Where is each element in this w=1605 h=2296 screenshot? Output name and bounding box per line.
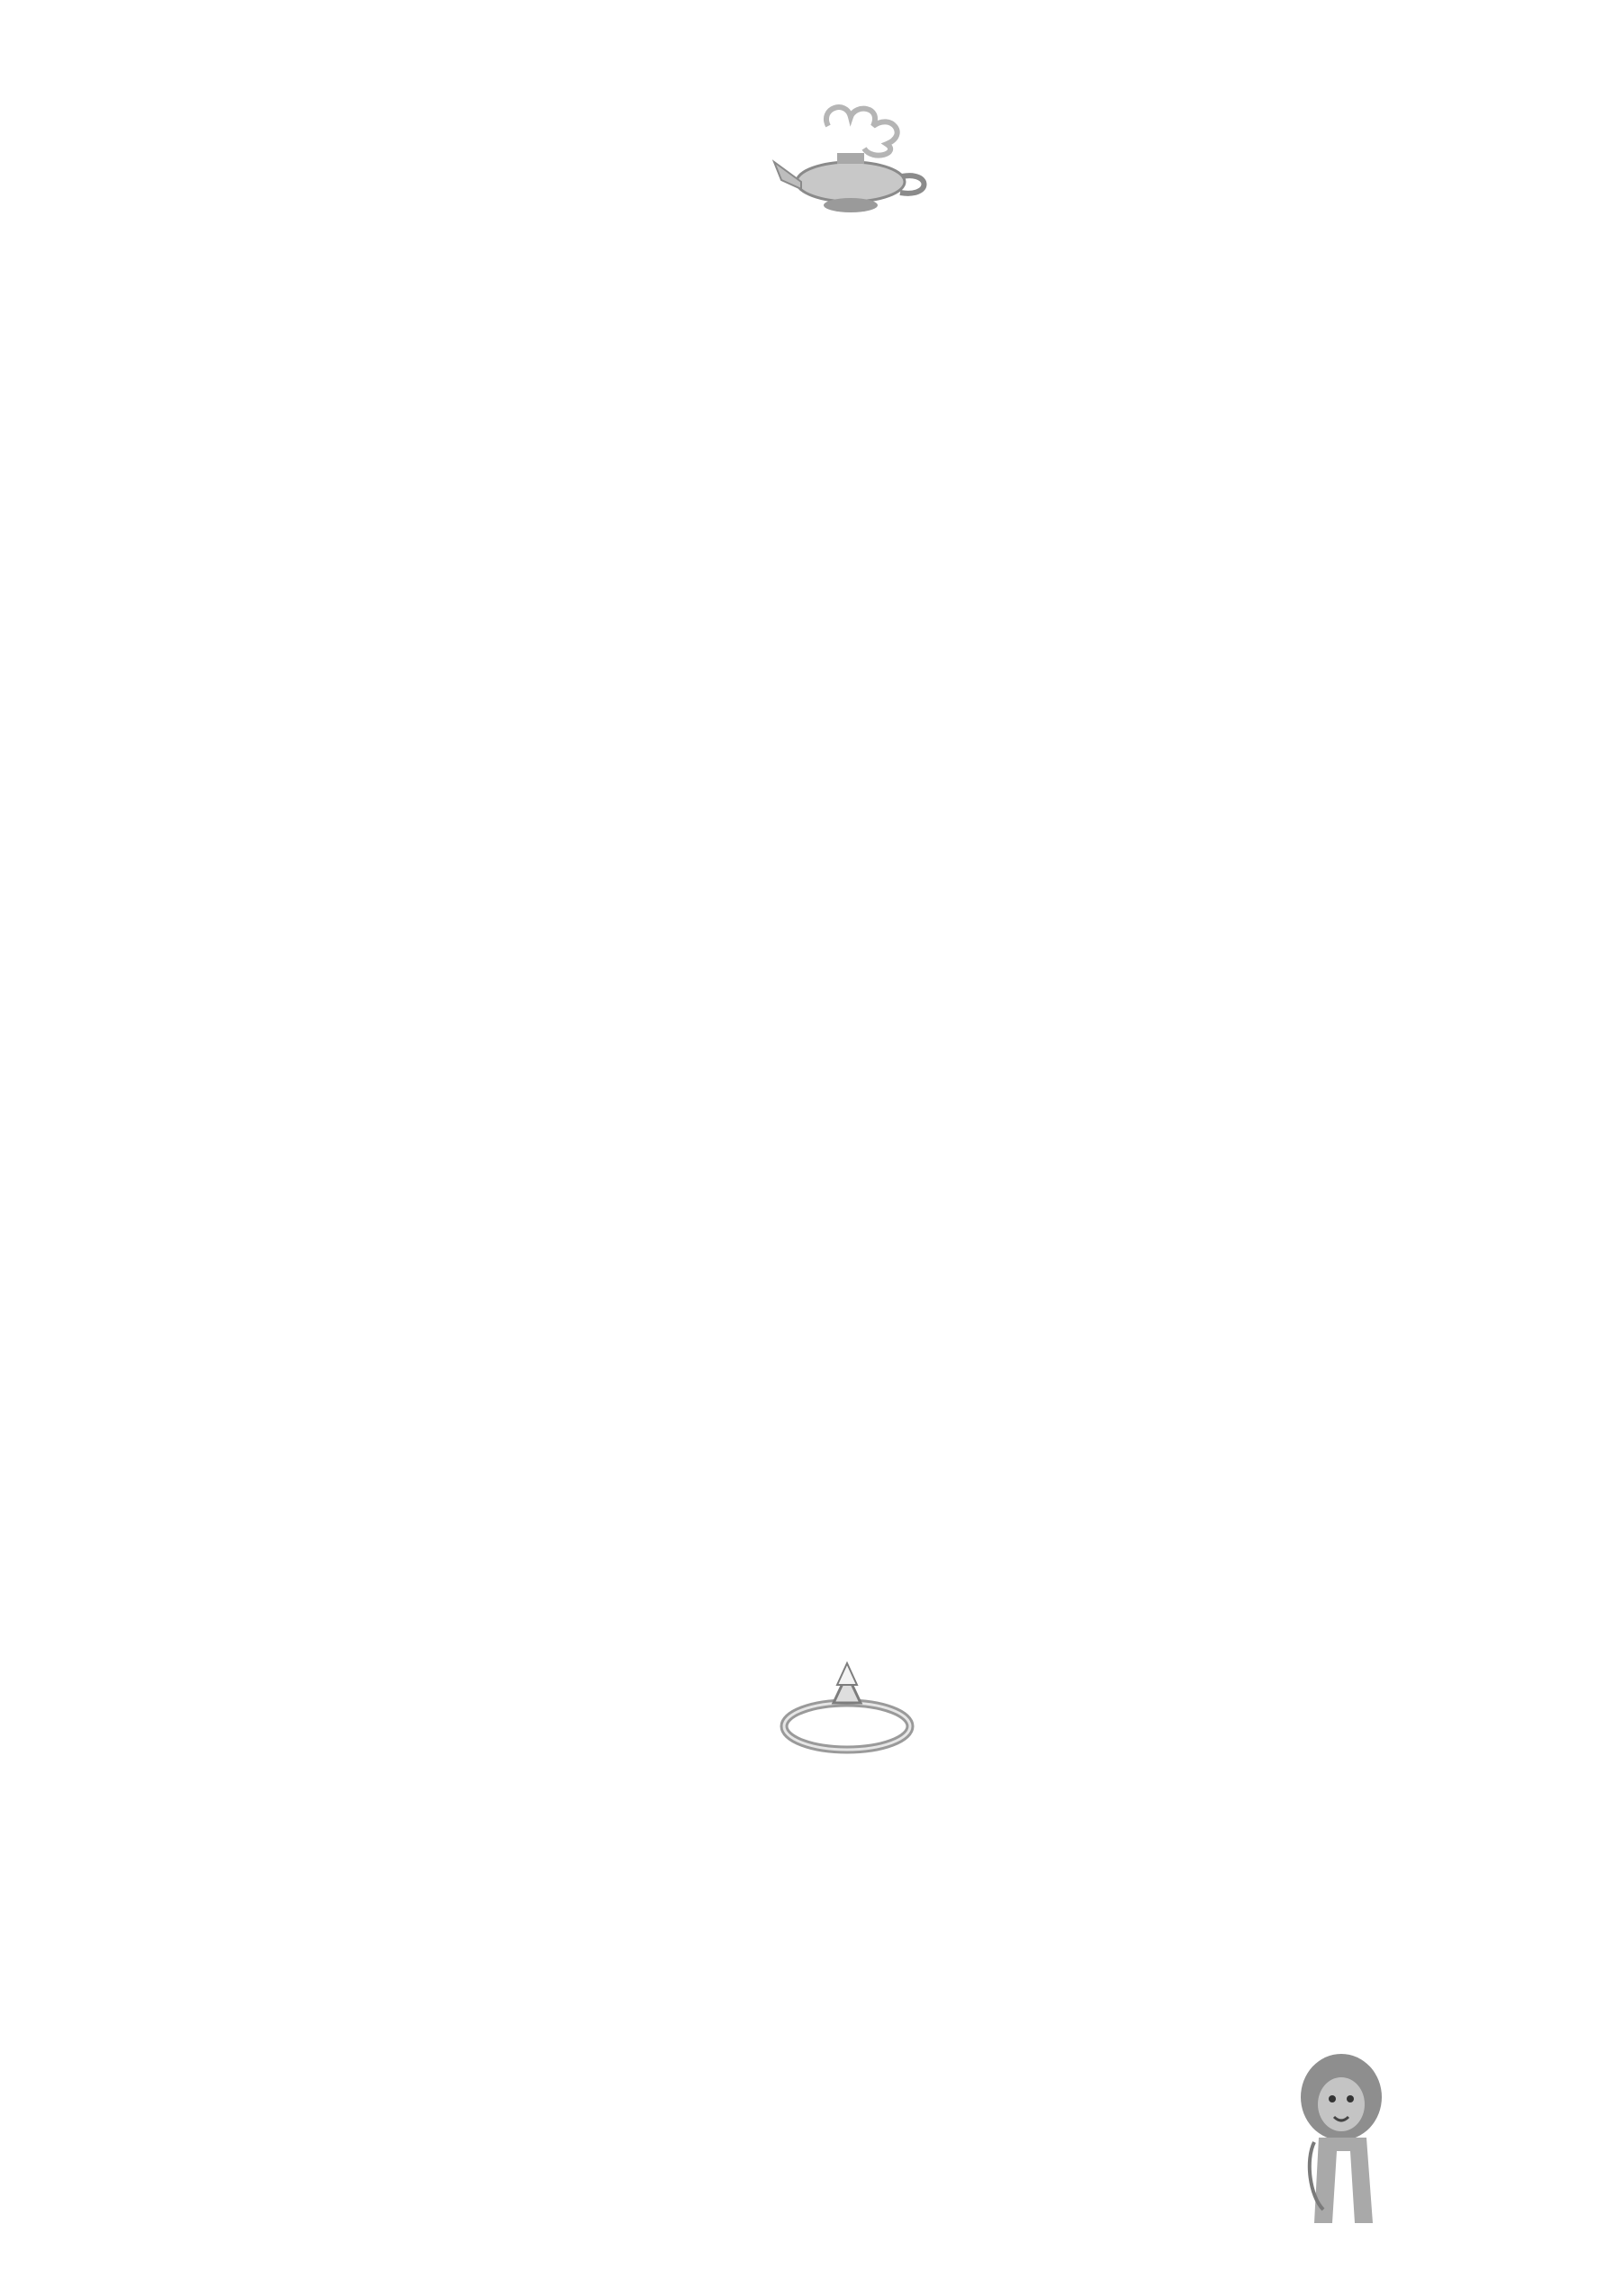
- ring-ornament-icon: [762, 1647, 933, 1764]
- page-footer: [1257, 2077, 1287, 2131]
- chapter-section-block: [267, 1751, 1400, 1822]
- opening-paragraph: [267, 1751, 1400, 1822]
- lion-ornament-icon: [1287, 2052, 1404, 2232]
- lamp-ornament-icon: [765, 99, 945, 234]
